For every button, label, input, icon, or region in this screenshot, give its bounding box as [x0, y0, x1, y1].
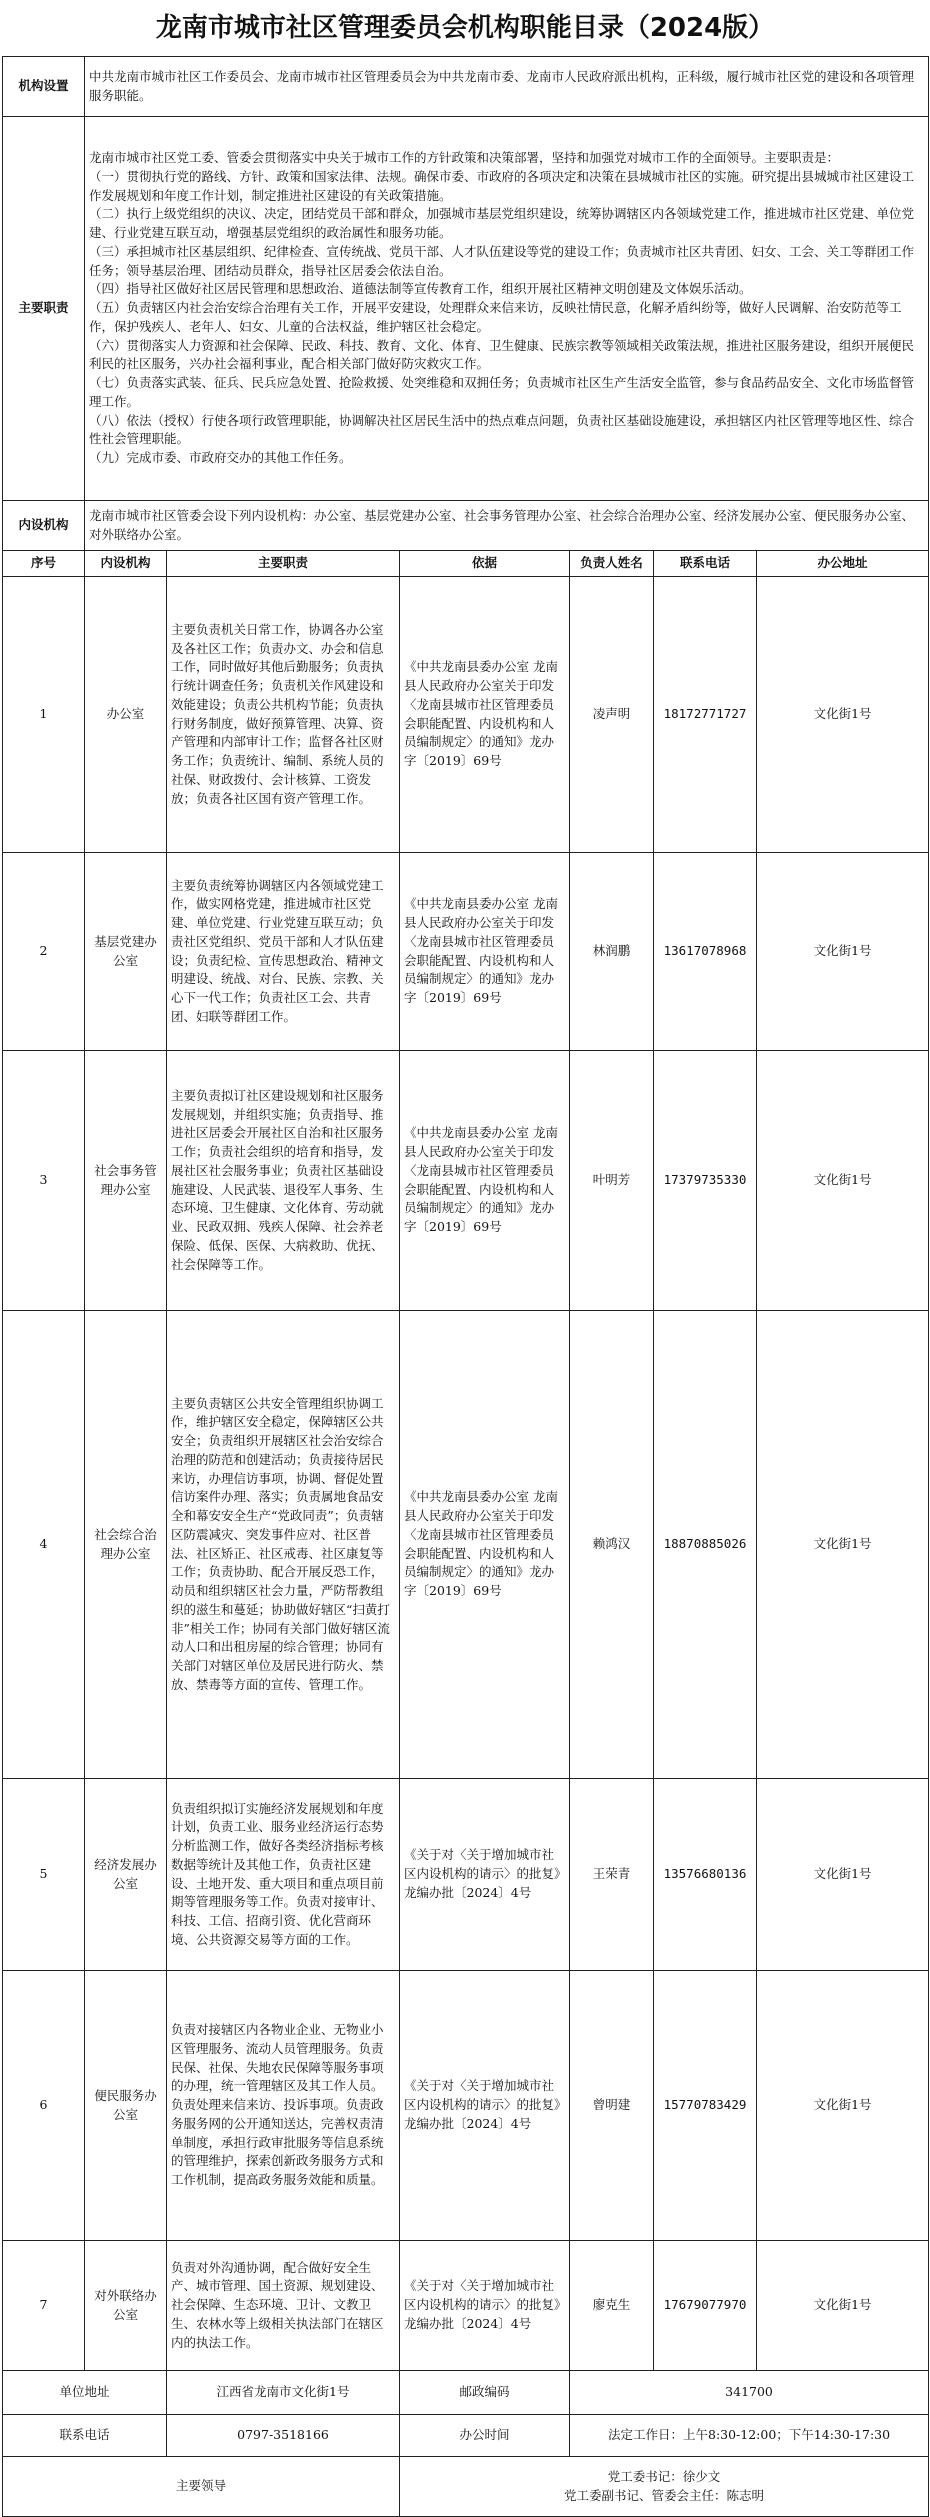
row-addr: 文化街1号 [757, 1971, 929, 2241]
org-setup-text: 中共龙南市城市社区工作委员会、龙南市城市社区管理委员会为中共龙南市委、龙南市人民政府派出机构，正科级，履行城市社区党的建设和各项管理服务职能。 [85, 57, 929, 117]
row-no: 3 [3, 1051, 85, 1311]
footer-address-row [3, 2371, 929, 2415]
table-row [3, 2241, 929, 2371]
leader-secretary: 党工委书记：徐少文 [607, 2468, 721, 2484]
header-addr: 办公地址 [757, 551, 929, 577]
org-setup-label: 机构设置 [3, 57, 85, 117]
main-duty-item: （五）负责辖区内社会治安综合治理有关工作，开展平安建设，处理群众来信来访，反映社情民意，化解矛盾纠纷等，做好人民调解、治安防范等工作，保护残疾人、老年人、妇女、儿童的合法权益，维护辖区社会稳定。 [89, 300, 902, 334]
row-leader: 王荣青 [570, 1779, 654, 1971]
table-row [3, 1311, 929, 1779]
row-leader: 林润鹏 [570, 853, 654, 1051]
row-no: 6 [3, 1971, 85, 2241]
row-addr: 文化街1号 [757, 2241, 929, 2371]
leaders-value [400, 2457, 929, 2517]
row-addr: 文化街1号 [757, 577, 929, 853]
row-phone: 13617078968 [654, 853, 757, 1051]
row-org: 社会综合治理办公室 [85, 1311, 167, 1779]
table-row [3, 1779, 929, 1971]
row-leader: 赖鸿汉 [570, 1311, 654, 1779]
row-basis: 《中共龙南县委办公室 龙南县人民政府办公室关于印发〈龙南县城市社区管理委员会职能配置、内设机构和人员编制规定〉的通知》龙办字〔2019〕69号 [400, 1311, 570, 1779]
row-no: 7 [3, 2241, 85, 2371]
row-leader: 叶明芳 [570, 1051, 654, 1311]
org-setup-row [3, 57, 929, 117]
phone-label: 联系电话 [3, 2415, 167, 2457]
table-row [3, 853, 929, 1051]
row-phone: 17379735330 [654, 1051, 757, 1311]
main-duties-text [85, 117, 929, 501]
table-row [3, 1051, 929, 1311]
row-phone: 15770783429 [654, 1971, 757, 2241]
row-leader: 曾明建 [570, 1971, 654, 2241]
row-basis: 《中共龙南县委办公室 龙南县人民政府办公室关于印发〈龙南县城市社区管理委员会职能配置、内设机构和人员编制规定〉的通知》龙办字〔2019〕69号 [400, 1051, 570, 1311]
row-no: 4 [3, 1311, 85, 1779]
row-basis: 《关于对〈关于增加城市社区内设机构的请示〉的批复》龙编办批〔2024〕4号 [400, 1779, 570, 1971]
row-phone: 18172771727 [654, 577, 757, 853]
header-phone: 联系电话 [654, 551, 757, 577]
header-org: 内设机构 [85, 551, 167, 577]
row-org: 便民服务办公室 [85, 1971, 167, 2241]
row-phone: 18870885026 [654, 1311, 757, 1779]
header-duty: 主要职责 [167, 551, 400, 577]
row-phone: 13576680136 [654, 1779, 757, 1971]
hours-label: 办公时间 [400, 2415, 570, 2457]
header-basis: 依据 [400, 551, 570, 577]
row-org: 经济发展办公室 [85, 1779, 167, 1971]
main-duty-item: （八）依法（授权）行使各项行政管理职能，协调解决社区居民生活中的热点难点问题，负责社区基础设施建设，承担辖区内社区管理等地区性、综合性社会管理职能。 [89, 412, 915, 447]
table-row [3, 1971, 929, 2241]
address-label: 单位地址 [3, 2371, 167, 2415]
row-addr: 文化街1号 [757, 1779, 929, 1971]
main-duty-item: （二）执行上级党组织的决议、决定，团结党员干部和群众，加强城市基层党组织建设，统筹协调辖区内各领域党建工作，推进城市社区党建、单位党建、行业党建互联互动，增强基层党组织的政治属性和服务功能。 [89, 206, 915, 241]
page-title: 龙南市城市社区管理委员会机构职能目录（2024版） [155, 13, 775, 43]
internal-org-row [3, 501, 929, 551]
main-duties-row [3, 117, 929, 501]
row-org: 对外联络办公室 [85, 2241, 167, 2371]
footer-leaders-row [3, 2457, 929, 2517]
leaders-label: 主要领导 [3, 2457, 400, 2517]
internal-org-label: 内设机构 [3, 501, 85, 551]
leader-director: 党工委副书记、管委会主任：陈志明 [564, 2487, 765, 2503]
main-duty-item: （四）指导社区做好社区居民管理和思想政治、道德法制等宣传教育工作，组织开展社区精神文明创建及文体娱乐活动。 [89, 281, 752, 297]
row-addr: 文化街1号 [757, 853, 929, 1051]
directory-table [2, 56, 929, 2517]
footer-phone-row [3, 2415, 929, 2457]
postcode-value: 341700 [570, 2371, 929, 2415]
row-basis: 《中共龙南县委办公室 龙南县人民政府办公室关于印发〈龙南县城市社区管理委员会职能配置、内设机构和人员编制规定〉的通知》龙办字〔2019〕69号 [400, 577, 570, 853]
row-leader: 凌声明 [570, 577, 654, 853]
row-leader: 廖克生 [570, 2241, 654, 2371]
row-duty: 主要负责辖区公共安全管理组织协调工作，维护辖区安全稳定，保障辖区公共安全；负责组织开展辖区社会治安综合治理的防范和创建活动；负责接待居民来访，办理信访事项，协调、督促处置信访案件办理、落实；负责属地食品安全和幕安安全生产“党政同责”；负责辖区防震减灾、突发事件应对、社区普法、社区矫正、社区戒毒、社区康复等工作；负责协助、配合开展反恐工作，动员和组织辖区社会力量，严防帮教组织的滋生和蔓延；协助做好辖区“扫黄打非”相关工作；协同有关部门做好辖区流动人口和出租房屋的综合管理；协同有关部门对辖区单位及居民进行防火、禁放、禁毒等方面的宣传、管理工作。 [167, 1311, 400, 1779]
row-basis: 《关于对〈关于增加城市社区内设机构的请示〉的批复》龙编办批〔2024〕4号 [400, 1971, 570, 2241]
row-basis: 《关于对〈关于增加城市社区内设机构的请示〉的批复》龙编办批〔2024〕4号 [400, 2241, 570, 2371]
row-duty: 负责对外沟通协调，配合做好安全生产、城市管理、国土资源、规划建设、社会保障、生态环境、卫计、文教卫生、农林水等上级相关执法部门在辖区内的执法工作。 [167, 2241, 400, 2371]
row-no: 1 [3, 577, 85, 853]
row-phone: 17679077970 [654, 2241, 757, 2371]
main-duty-item: （六）贯彻落实人力资源和社会保障、民政、科技、教育、文化、体育、卫生健康、民族宗教等领域相关政策法规，推进社区服务建设，组织开展便民利民的社区服务，兴办社会福利事业，配合相关部门做好防灾救灾工作。 [89, 337, 915, 372]
header-leader: 负责人姓名 [570, 551, 654, 577]
row-basis: 《中共龙南县委办公室 龙南县人民政府办公室关于印发〈龙南县城市社区管理委员会职能配置、内设机构和人员编制规定〉的通知》龙办字〔2019〕69号 [400, 853, 570, 1051]
row-no: 2 [3, 853, 85, 1051]
row-addr: 文化街1号 [757, 1051, 929, 1311]
main-duty-item: （九）完成市委、市政府交办的其他工作任务。 [89, 450, 352, 466]
row-addr: 文化街1号 [757, 1311, 929, 1779]
row-no: 5 [3, 1779, 85, 1971]
row-duty: 主要负责统筹协调辖区内各领域党建工作，做实网格党建，推进城市社区党建、单位党建、行业党建互联互动；负责社区党组织、党员干部和人才队伍建设；负责纪检、宣传思想政治、精神文明建设、统战、对台、民族、宗教、关心下一代工作；负责社区工会、共青团、妇联等群团工作。 [167, 853, 400, 1051]
main-duties-label: 主要职责 [3, 117, 85, 501]
row-org: 办公室 [85, 577, 167, 853]
row-duty: 主要负责机关日常工作，协调各办公室及各社区工作；负责办文、办会和信息工作，同时做好其他后勤服务；负责执行统计调查任务；负责机关作风建设和效能建设；负责公共机构节能；负责执行财务制度，做好预算管理、决算、资产管理和内部审计工作；监督各社区财务工作；负责统计、编制、系统人员的社保、财政拨付、会计核算、工资发放；负责各社区国有资产管理工作。 [167, 577, 400, 853]
row-duty: 负责组织拟订实施经济发展规划和年度计划，负责工业、服务业经济运行态势分析监测工作，做好各类经济指标考核数据等统计及其他工作，负责社区建设、土地开发、重大项目和重点项目前期等管理服务等工作。负责对接审计、科技、工信、招商引资、优化营商环境、公共资源交易等方面的工作。 [167, 1779, 400, 1971]
header-no: 序号 [3, 551, 85, 577]
main-duty-item: （一）贯彻执行党的路线、方针、政策和国家法律、法规。确保市委、市政府的各项决定和决策在县城城市社区的实施。研究提出县城城市社区建设工作发展规划和年度工作计划，制定推进社区建设的有关政策措施。 [89, 168, 915, 203]
table-header-row [3, 551, 929, 577]
row-duty: 主要负责拟订社区建设规划和社区服务发展规划，并组织实施；负责指导、推进社区居委会开展社区自治和社区服务工作；负责社会组织的培育和指导，发展社区社会服务事业；负责社区基础设施建设、人民武装、退役军人事务、生态环境、卫生健康、文化体育、劳动就业、民政双拥、残疾人保障、社会养老保险、低保、医保、大病救助、优抚、社会保障等工作。 [167, 1051, 400, 1311]
internal-org-text: 龙南市城市社区管委会设下列内设机构：办公室、基层党建办公室、社会事务管理办公室、社会综合治理办公室、经济发展办公室、便民服务办公室、对外联络办公室。 [85, 501, 929, 551]
row-org: 基层党建办公室 [85, 853, 167, 1051]
address-value: 江西省龙南市文化街1号 [167, 2371, 400, 2415]
hours-value: 法定工作日：上午8:30-12:00；下午14:30-17:30 [570, 2415, 929, 2457]
row-org: 社会事务管理办公室 [85, 1051, 167, 1311]
row-duty: 负责对接辖区内各物业企业、无物业小区管理服务、流动人员管理服务。负责民保、社保、失地农民保障等服务事项的办理，统一管理辖区及其工作人员。负责处理来信来访、投诉事项。负责政务服务网的公开通知送达，完善权责清单制度，承担行政审批服务等信息系统的管理维护，探索创新政务服务方式和工作机制，提高政务服务效能和质量。 [167, 1971, 400, 2241]
main-duty-item: （三）承担城市社区基层组织、纪律检查、宣传统战、党员干部、人才队伍建设等党的建设工作；负责城市社区共青团、妇女、工会、关工等群团工作任务；领导基层治理、团结动员群众，指导社区居委会依法自治。 [89, 243, 915, 278]
main-duty-item: （七）负责落实武装、征兵、民兵应急处置、抢险救援、处突维稳和双拥任务；负责城市社区生产生活安全监管，参与食品药品安全、文化市场监督管理工作。 [89, 375, 915, 409]
postcode-label: 邮政编码 [400, 2371, 570, 2415]
phone-value: 0797-3518166 [167, 2415, 400, 2457]
main-duties-intro: 龙南市城市社区党工委、管委会贯彻落实中央关于城市工作的方针政策和决策部署，坚持和加强党对城市工作的全面领导。主要职责是： [89, 150, 840, 166]
table-row [3, 577, 929, 853]
